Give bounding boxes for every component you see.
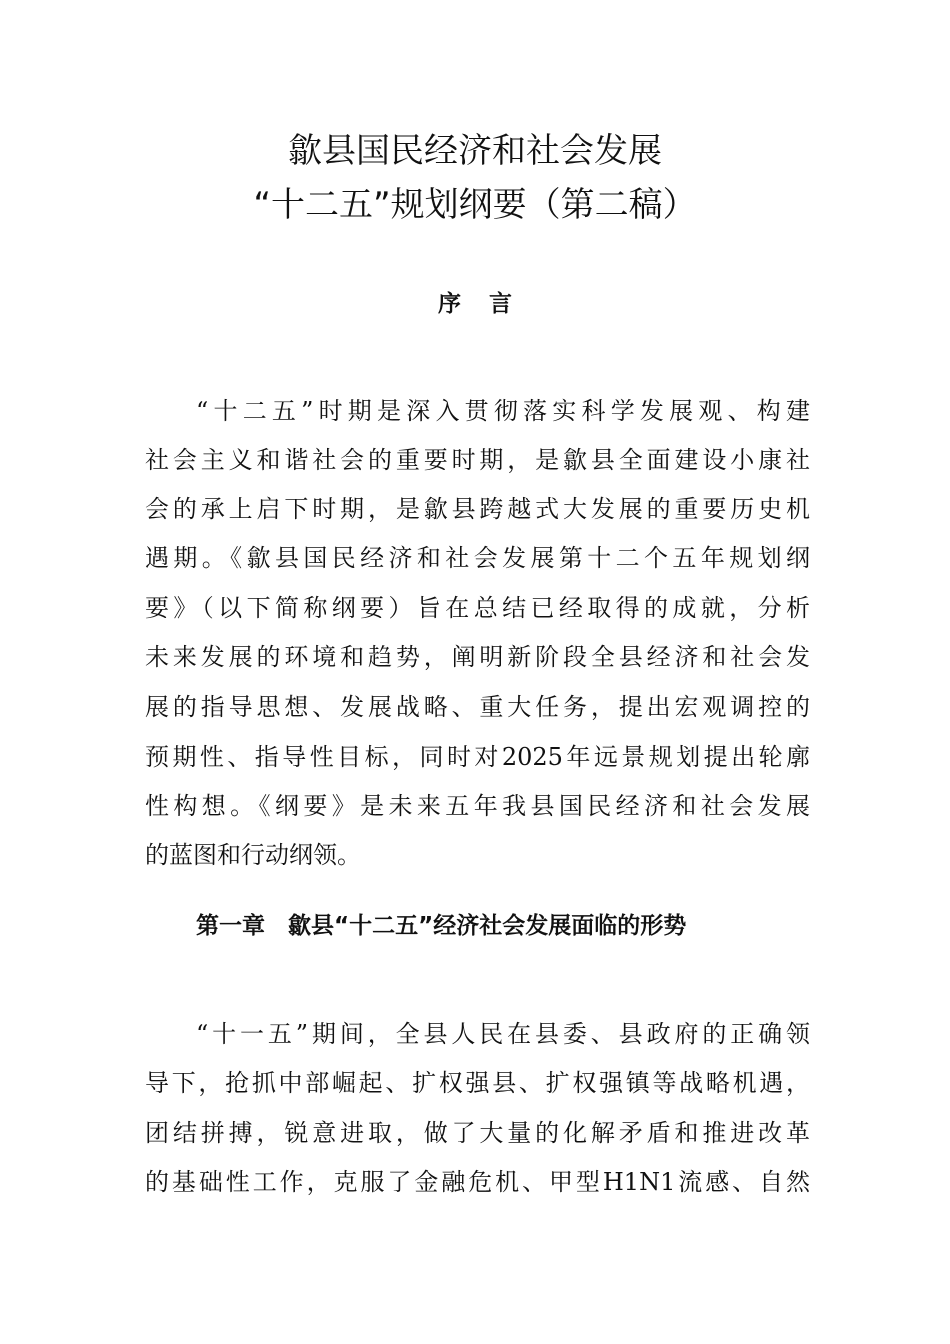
paragraph-line: 未来发展的环境和趋势，阐明新阶段全县经济和社会发 xyxy=(145,643,810,671)
paragraph-line: “十一五”期间，全县人民在县委、县政府的正确领 xyxy=(196,1020,810,1048)
paragraph-line: 会的承上启下时期，是歙县跨越式大发展的重要历史机 xyxy=(145,495,810,523)
paragraph-line: 要》（以下简称纲要）旨在总结已经取得的成就，分析 xyxy=(145,594,810,622)
paragraph-line: 导下，抢抓中部崛起、扩权强县、扩权强镇等战略机遇， xyxy=(145,1069,810,1097)
paragraph-line: “十二五”时期是深入贯彻落实科学发展观、构建 xyxy=(196,397,810,425)
paragraph-line: 社会主义和谐社会的重要时期，是歙县全面建设小康社 xyxy=(145,446,810,474)
paragraph-line: 性构想。《纲要》是未来五年我县国民经济和社会发展 xyxy=(145,792,810,820)
paragraph-line: 展的指导思想、发展战略、重大任务，提出宏观调控的 xyxy=(145,693,810,721)
paragraph-line: 团结拼搏，锐意进取，做了大量的化解矛盾和推进改革 xyxy=(145,1119,810,1147)
paragraph-line: 遇期。《歙县国民经济和社会发展第十二个五年规划纲 xyxy=(145,544,810,572)
preface-heading: 序言 xyxy=(438,291,540,317)
document-title-line-1: 歙县国民经济和社会发展 xyxy=(288,131,662,171)
chapter-1-heading: 第一章 歙县“十二五”经济社会发展面临的形势 xyxy=(196,913,687,939)
document-title-line-2: “十二五”规划纲要（第二稿） xyxy=(253,185,697,225)
paragraph-line: 的蓝图和行动纲领。 xyxy=(145,841,361,869)
paragraph-line: 预期性、指导性目标，同时对2025年远景规划提出轮廓 xyxy=(145,743,810,771)
paragraph-line: 的基础性工作，克服了金融危机、甲型H1N1流感、自然 xyxy=(145,1168,810,1196)
